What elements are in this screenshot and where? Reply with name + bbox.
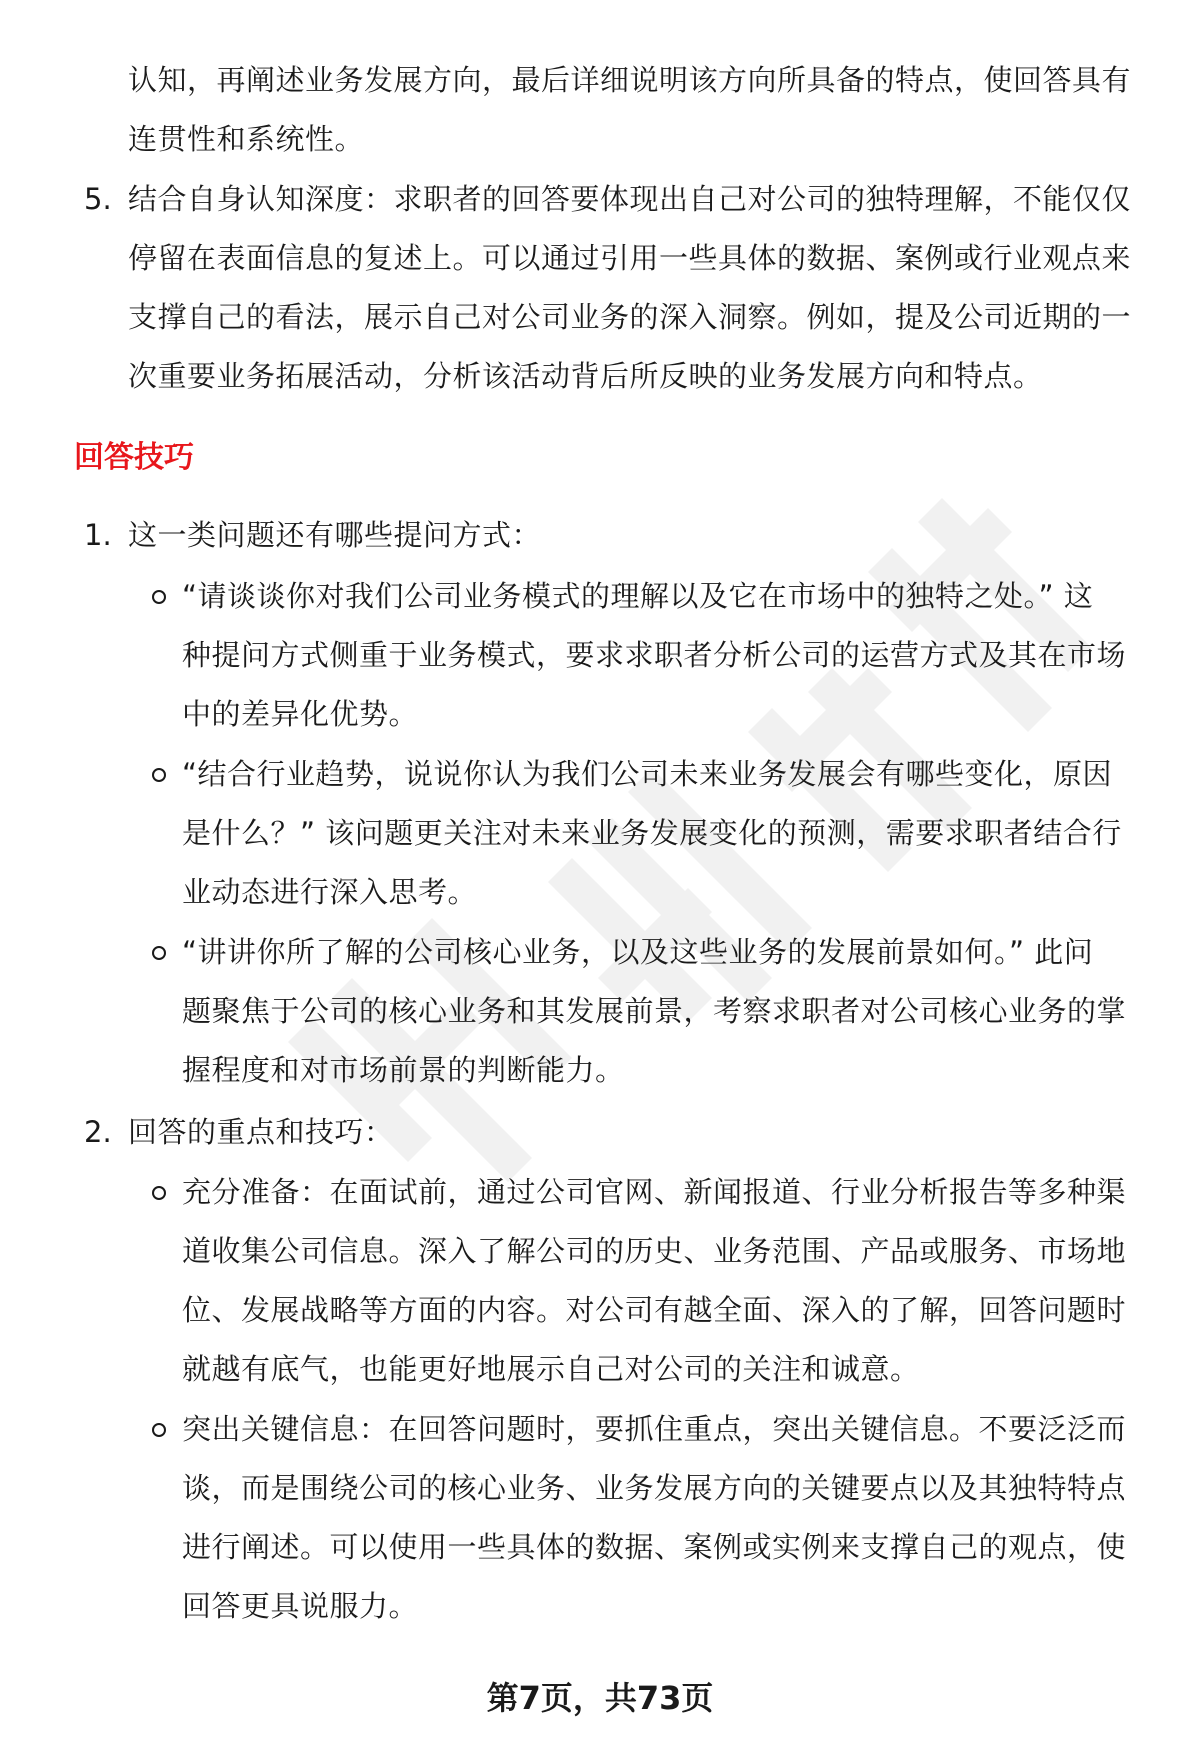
bullet-line: 回答更具说服力。 [182, 1589, 419, 1623]
page-number-footer: 第7页，共73页 [486, 1679, 714, 1717]
bullet-line: 进行阐述。可以使用一些具体的数据、案例或实例来支撑自己的观点，使 [182, 1530, 1127, 1564]
section-number: 1. [84, 518, 112, 552]
bullet-line: 握程度和对市场前景的判断能力。 [182, 1053, 625, 1087]
bullet-line: 中的差异化优势。 [182, 697, 419, 731]
item5-line: 支撑自己的看法，展示自己对公司业务的深入洞察。例如，提及公司近期的一 [128, 300, 1132, 334]
bullet-line: 谈，而是围绕公司的核心业务、业务发展方向的关键要点以及其独特特点 [182, 1471, 1127, 1505]
bullet-line: 题聚焦于公司的核心业务和其发展前景，考察求职者对公司核心业务的掌 [182, 994, 1127, 1028]
bullet-line: “结合行业趋势，说说你认为我们公司未来业务发展会有哪些变化，原因 [182, 757, 1113, 791]
bullet-line: 就越有底气，也能更好地展示自己对公司的关注和诚意。 [182, 1352, 920, 1386]
bullet-line: “请谈谈你对我们公司业务模式的理解以及它在市场中的独特之处。” 这 [182, 579, 1094, 613]
bullet-line: 是什么？” 该问题更关注对未来业务发展变化的预测，需要求职者结合行 [182, 816, 1122, 850]
section-title: 回答的重点和技巧： [128, 1115, 394, 1149]
item5-line: 次重要业务拓展活动，分析该活动背后所反映的业务发展方向和特点。 [128, 359, 1043, 393]
bullet-icon [152, 1186, 166, 1200]
intro-line: 认知，再阐述业务发展方向，最后详细说明该方向所具备的特点，使回答具有 [128, 63, 1132, 97]
bullet-line: 位、发展战略等方面的内容。对公司有越全面、深入的了解，回答问题时 [182, 1293, 1127, 1327]
bullet-line: 道收集公司信息。深入了解公司的历史、业务范围、产品或服务、市场地 [182, 1234, 1127, 1268]
section-heading: 回答技巧 [74, 440, 194, 475]
item5-line: 结合自身认知深度：求职者的回答要体现出自己对公司的独特理解，不能仅仅 [128, 182, 1132, 216]
bullet-icon [152, 768, 166, 782]
bullet-icon [152, 946, 166, 960]
bullet-line: “讲讲你所了解的公司核心业务，以及这些业务的发展前景如何。” 此问 [182, 935, 1094, 969]
bullet-line: 种提问方式侧重于业务模式，要求求职者分析公司的运营方式及其在市场 [182, 638, 1127, 672]
item-number: 5. [84, 182, 112, 216]
bullet-line: 突出关键信息：在回答问题时，要抓住重点，突出关键信息。不要泛泛而 [182, 1412, 1127, 1446]
bullet-icon [152, 1423, 166, 1437]
section-title: 这一类问题还有哪些提问方式： [128, 518, 542, 552]
bullet-line: 业动态进行深入思考。 [182, 875, 478, 909]
bullet-icon [152, 590, 166, 604]
item5-line: 停留在表面信息的复述上。可以通过引用一些具体的数据、案例或行业观点来 [128, 241, 1132, 275]
bullet-line: 充分准备：在面试前，通过公司官网、新闻报道、行业分析报告等多种渠 [182, 1175, 1127, 1209]
section-number: 2. [84, 1115, 112, 1149]
intro-line: 连贯性和系统性。 [128, 122, 365, 156]
